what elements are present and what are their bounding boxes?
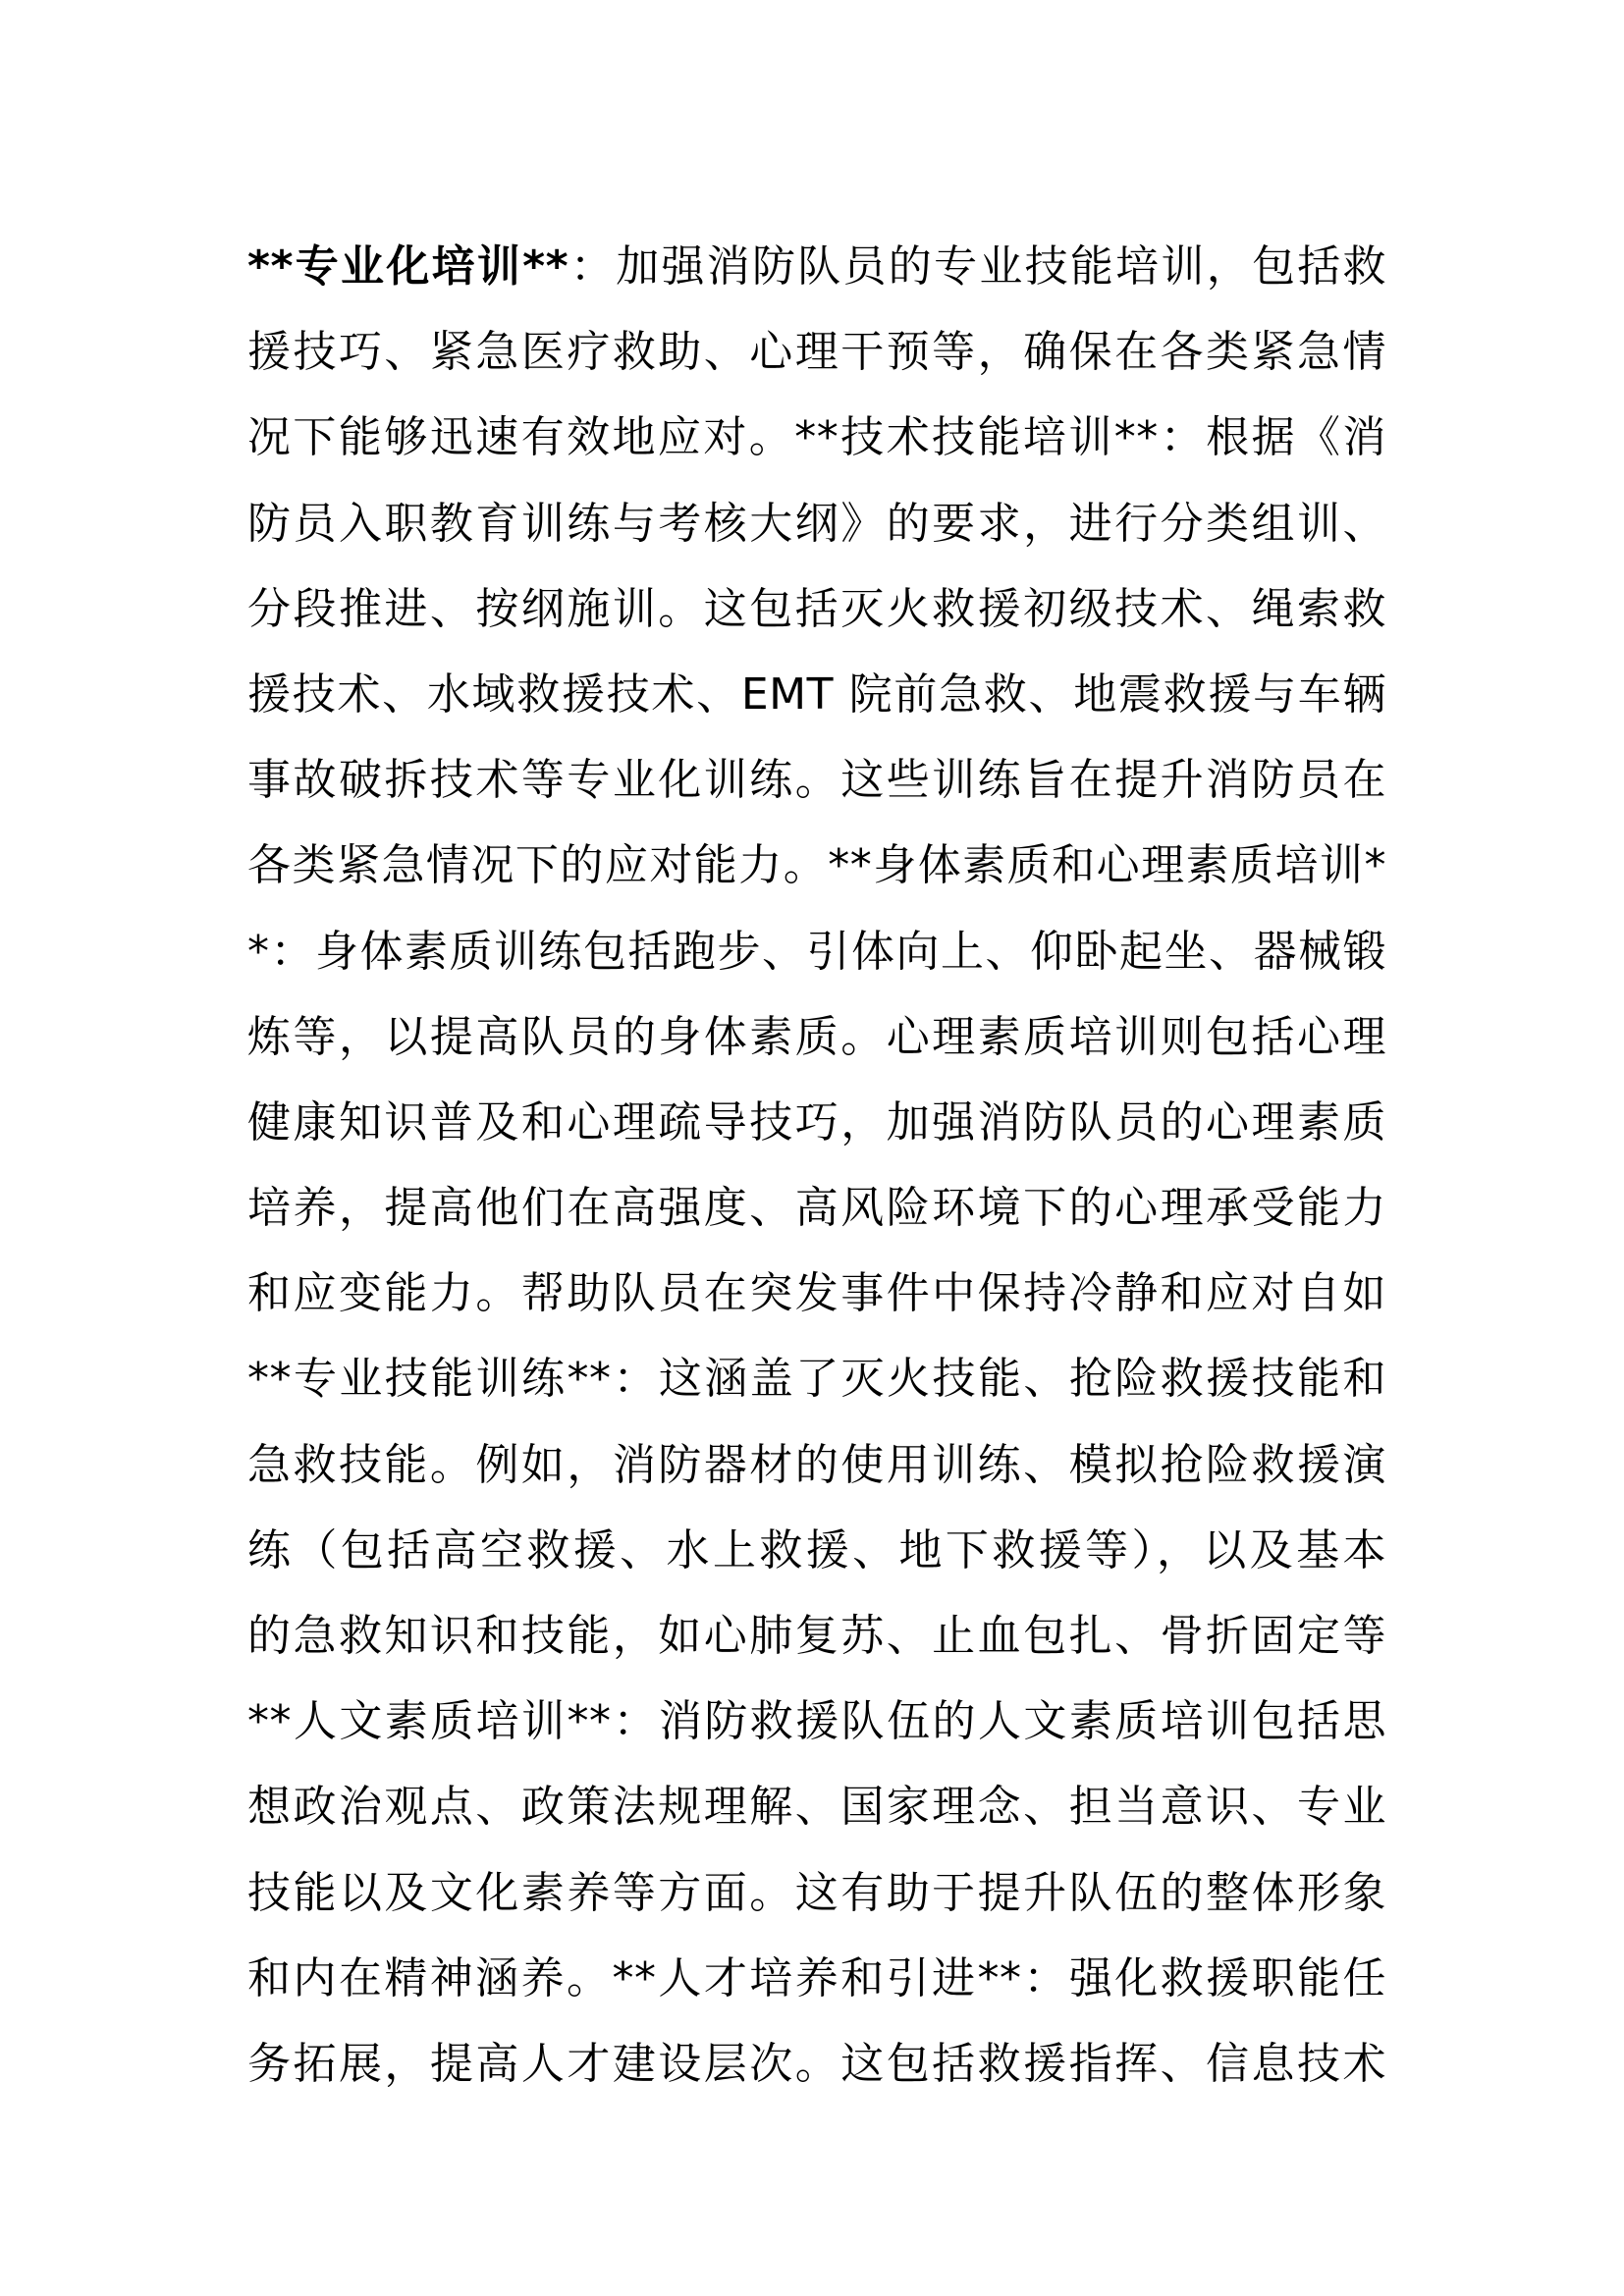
text-line-16: 练（包括高空救援、水上救援、地下救援等），以及基本	[247, 1524, 1386, 1575]
text-line-13: 和应变能力。帮助队员在突发事件中保持冷静和应对自如	[247, 1268, 1386, 1319]
text-line-7: 事故破拆技术等专业化训练。这些训练旨在提升消防员在	[247, 755, 1386, 806]
text-line-21: 和内在精神涵养。**人才培养和引进**：强化救援职能任	[247, 1952, 1386, 2003]
text-line-6: 援技术、水域救援技术、EMT 院前急救、地震救援与车辆	[247, 668, 1386, 720]
text-line-2: 援技巧、紧急医疗救助、心理干预等，确保在各类紧急情	[247, 327, 1386, 378]
text-line-18: **人文素质培训**：消防救援队伍的人文素质培训包括思	[247, 1696, 1386, 1747]
text-line-11: 健康知识普及和心理疏导技巧，加强消防队员的心理素质	[247, 1096, 1386, 1148]
text-line-1	[247, 224, 1386, 309]
text-line-8: 各类紧急情况下的应对能力。**身体素质和心理素质培训*	[247, 840, 1386, 891]
text-line-12: 培养，提高他们在高强度、高风险环境下的心理承受能力	[247, 1183, 1386, 1234]
text-line-15: 急救技能。例如，消防器材的使用训练、模拟抢险救援演	[247, 1439, 1386, 1490]
text-line-22: 务拓展，提高人才建设层次。这包括救援指挥、信息技术	[247, 2038, 1386, 2089]
text-line-19: 想政治观点、政策法规理解、国家理念、担当意识、专业	[247, 1782, 1386, 1833]
text-line-9: *：身体素质训练包括跑步、引体向上、仰卧起坐、器械锻	[247, 926, 1386, 977]
text-line-20: 技能以及文化素养等方面。这有助于提升队伍的整体形象	[247, 1867, 1386, 1918]
text-line-4: 防员入职教育训练与考核大纲》的要求，进行分类组训、	[247, 498, 1386, 549]
text-line-14: **专业技能训练**：这涵盖了灭火技能、抢险救援技能和	[247, 1354, 1386, 1405]
document-body	[247, 224, 1386, 2107]
text-line-3: 况下能够迅速有效地应对。**技术技能培训**：根据《消	[247, 412, 1386, 463]
bold-heading: **专业化培训**	[247, 241, 569, 292]
text-line-5: 分段推进、按纲施训。这包括灭火救援初级技术、绳索救	[247, 583, 1386, 634]
text-line-17: 的急救知识和技能，如心肺复苏、止血包扎、骨折固定等	[247, 1611, 1386, 1661]
text-line-10: 炼等，以提高队员的身体素质。心理素质培训则包括心理	[247, 1011, 1386, 1062]
text-line-1-rest: ：加强消防队员的专业技能培训，包括救	[568, 241, 1386, 292]
